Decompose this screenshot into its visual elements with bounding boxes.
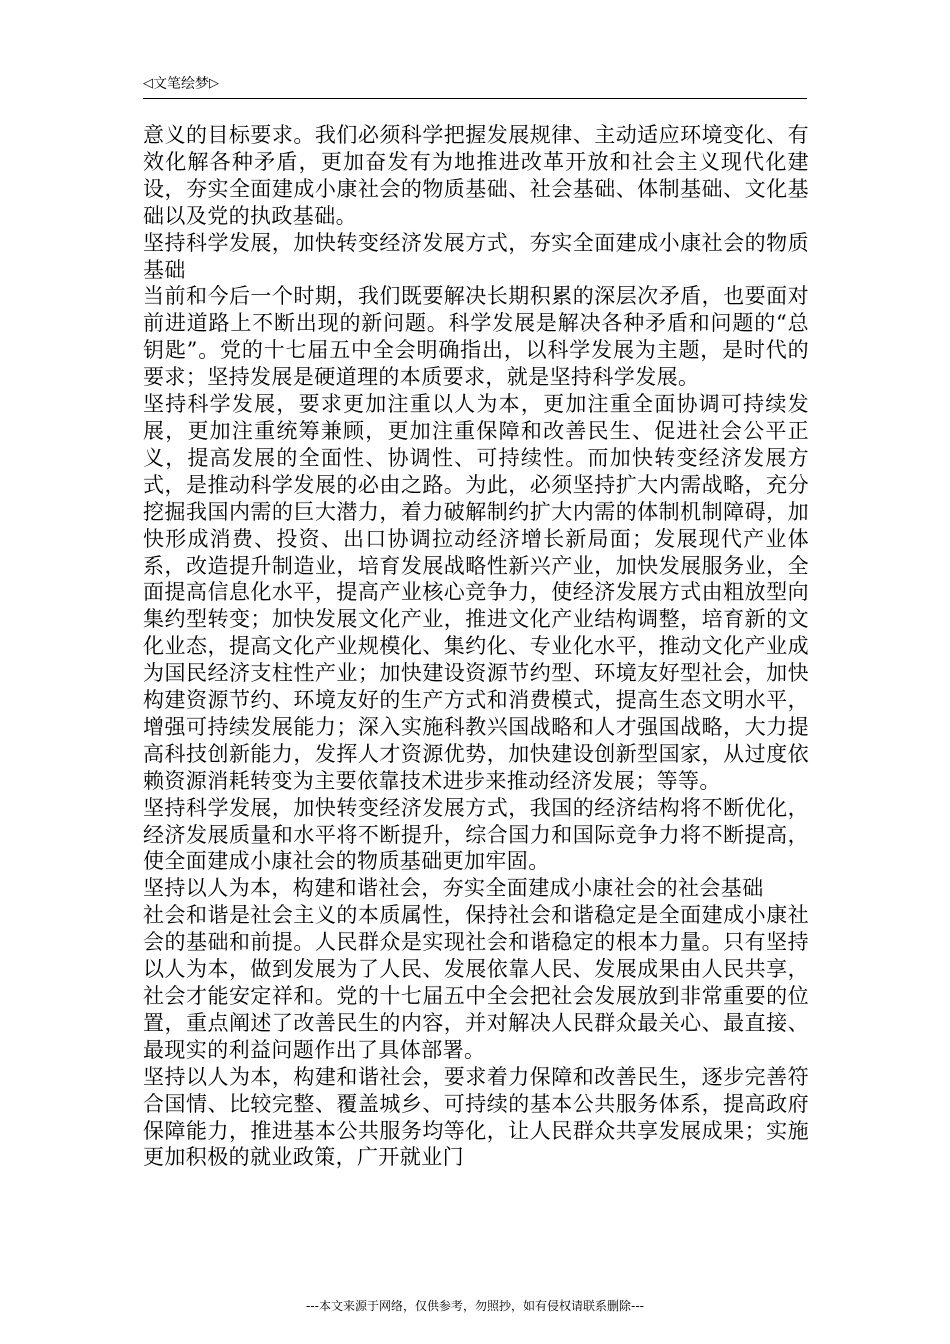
page-footer: ---本文来源于网络，仅供参考，勿照抄，如有侵权请联系删除--- bbox=[306, 1299, 644, 1313]
paragraph: 坚持以人为本，构建和谐社会，要求着力保障和改善民生，逐步完善符合国情、比较完整、覆盖城乡、可持续的基本公共服务体系，提高政府保障能力，推进基本公共服务均等化，让人民群众共享发展成果；实施更加积极的就业政策，广开就业门 bbox=[143, 1064, 809, 1170]
paragraph: 坚持科学发展，要求更加注重以人为本，更加注重全面协调可持续发展，更加注重统筹兼顾，更加注重保障和改善民生、促进社会公平正义，提高发展的全面性、协调性、可持续性。而加快转变经济发展方式，是推动科学发展的必由之路。为此，必须坚持扩大内需战略，充分挖掘我国内需的巨大潜力，着力破解制约扩大内需的体制机制障碍，加快形成消费、投资、出口协调拉动经济增长新局面；发展现代产业体系，改造提升制造业，培育发展战略性新兴产业，加快发展服务业，全面提高信息化水平，提高产业核心竞争力，使经济发展方式由粗放型向集约型转变；加快发展文化产业，推进文化产业结构调整，培育新的文化业态，提高文化产业规模化、集约化、专业化水平，推动文化产业成为国民经济支柱性产业；加快建设资源节约型、环境友好型社会，加快构建资源节约、环境友好的生产方式和消费模式，提高生态文明水平，增强可持续发展能力；深入实施科教兴国战略和人才强国战略，大力提高科技创新能力，发挥人才资源优势，加快建设创新型国家，从过度依赖资源消耗转变为主要依靠技术进步来推动经济发展；等等。 bbox=[143, 392, 809, 793]
section-heading: 坚持科学发展，加快转变经济发展方式，夯实全面建成小康社会的物质基础 bbox=[143, 230, 809, 282]
section-heading: 坚持以人为本，构建和谐社会，夯实全面建成小康社会的社会基础 bbox=[143, 876, 764, 901]
left-triangle-icon: ◁ bbox=[143, 76, 153, 91]
paragraph: 坚持科学发展，加快转变经济发展方式，我国的经济结构将不断优化，经济发展质量和水平将不断提升，综合国力和国际竞争力将不断提高，使全面建成小康社会的物质基础更加牢固。 bbox=[143, 795, 809, 874]
header-title: 文笔绘梦 bbox=[153, 76, 209, 92]
page-header bbox=[143, 74, 807, 99]
right-triangle-icon: ▷ bbox=[209, 76, 219, 91]
paragraph: 意义的目标要求。我们必须科学把握发展规律、主动适应环境变化、有效化解各种矛盾，更加奋发有为地推进改革开放和社会主义现代化建设，夯实全面建成小康社会的物质基础、社会基础、体制基础、文化基础以及党的执政基础。 bbox=[143, 123, 809, 228]
paragraph: 当前和今后一个时期，我们既要解决长期积累的深层次矛盾，也要面对前进道路上不断出现的新问题。科学发展是解决各种矛盾和问题的“总钥匙”。党的十七届五中全会明确指出，以科学发展为主题，是时代的要求；坚持发展是硬道理的本质要求，就是坚持科学发展。 bbox=[143, 284, 809, 390]
document-body bbox=[143, 122, 809, 1171]
paragraph: 社会和谐是社会主义的本质属性，保持社会和谐稳定是全面建成小康社会的基础和前提。人民群众是实现社会和谐稳定的根本力量。只有坚持以人为本，做到发展为了人民、发展依靠人民、发展成果由人民共享，社会才能安定祥和。党的十七届五中全会把社会发展放到非常重要的位置，重点阐述了改善民生的内容，并对解决人民群众最关心、最直接、最现实的利益问题作出了具体部署。 bbox=[143, 903, 809, 1062]
